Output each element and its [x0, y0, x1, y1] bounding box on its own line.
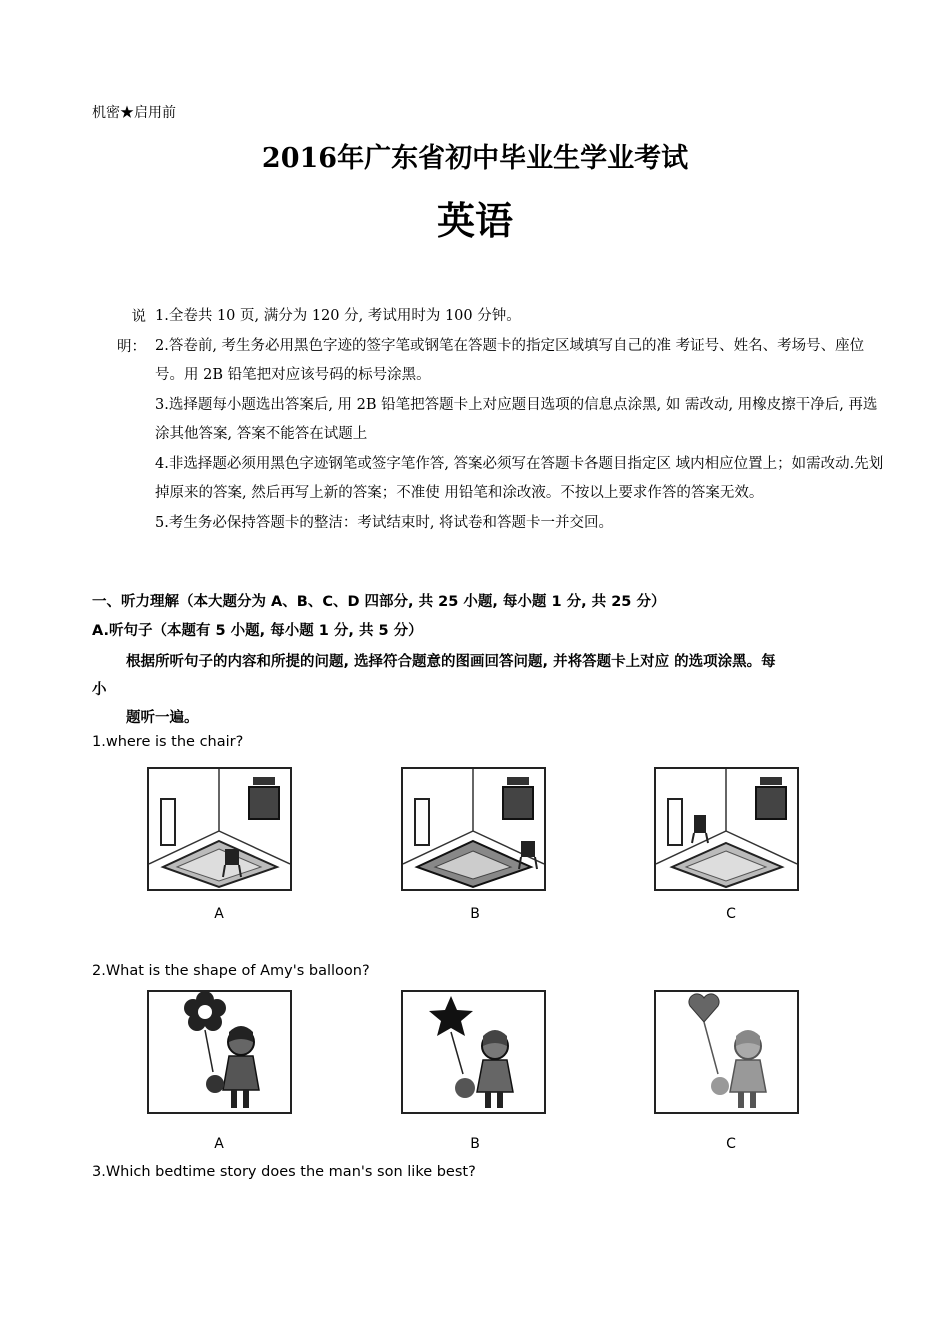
- exam-subject: 英语: [436, 198, 513, 243]
- q1-option-a-picture: [147, 767, 292, 891]
- note-item: 4.非选择题必须用黑色字迹钢笔或签字笔作答, 答案必须写在答题卡各题目指定区 域内相应位置上；如需改动.先划掉原来的答案, 然后再写上新的答案；不准使 用铅笔和涂改液。不按以上要求作答的答案无效。: [155, 455, 884, 501]
- note-item: 2.答卷前, 考生务必用黑色字迹的签字笔或钢笔在答题卡的指定区域填写自己的准 考证号、姓名、考场号、座位号。用 2B 铅笔把对应该号码的标号涂黑。: [155, 337, 865, 383]
- q2-option-c-picture: [654, 990, 799, 1114]
- note-item: 1.全卷共 10 页, 满分为 120 分, 考试用时为 100 分钟。: [155, 308, 521, 324]
- notes-label-1: 说: [131, 309, 146, 325]
- question-2: 2.What is the shape of Amy's balloon?: [92, 963, 370, 979]
- question-3: 3.Which bedtime story does the man's son like best?: [92, 1164, 476, 1180]
- part-a-instruction: [92, 648, 872, 732]
- note-item: 3.选择题每小题选出答案后, 用 2B 铅笔把答题卡上对应题目选项的信息点涂黑, 如 需改动, 用橡皮擦干净后, 再选涂其他答案, 答案不能答在试题上: [155, 396, 878, 442]
- instruction-line: 根据所听句子的内容和所提的问题, 选择符合题意的图画回答问题, 并将答题卡上对应 的选项涂黑。每: [126, 654, 776, 670]
- note-item: 5.考生务必保持答题卡的整洁：考试结束时, 将试卷和答题卡一并交回。: [155, 514, 614, 531]
- instruction-line: 小: [92, 682, 107, 698]
- exam-notes: [155, 302, 887, 538]
- confidential-mark: 机密★启用前: [92, 105, 176, 121]
- q2-option-a-label: A: [214, 1136, 224, 1152]
- q1-option-b-label: B: [470, 906, 480, 922]
- q2-option-b-picture: [401, 990, 546, 1114]
- q2-option-b-label: B: [470, 1136, 480, 1152]
- part-a-title: A.听句子（本题有 5 小题, 每小题 1 分, 共 5 分）: [92, 623, 423, 639]
- q1-option-c-label: C: [726, 906, 736, 922]
- notes-label: [106, 302, 146, 362]
- q1-option-c-picture: [654, 767, 799, 891]
- instruction-line: 题听一遍。: [126, 710, 199, 726]
- question-1: 1.where is the chair?: [92, 734, 244, 750]
- exam-title: 2016年广东省初中毕业生学业考试: [261, 143, 689, 174]
- q2-option-a-picture: [147, 990, 292, 1114]
- section-title: 一、听力理解（本大题分为 A、B、C、D 四部分, 共 25 小题, 每小题 1 分, 共 25 分）: [92, 594, 666, 610]
- q1-option-b-picture: [401, 767, 546, 891]
- notes-label-2: 明：: [117, 339, 146, 355]
- q1-option-a-label: A: [214, 906, 224, 922]
- q2-option-c-label: C: [726, 1136, 736, 1152]
